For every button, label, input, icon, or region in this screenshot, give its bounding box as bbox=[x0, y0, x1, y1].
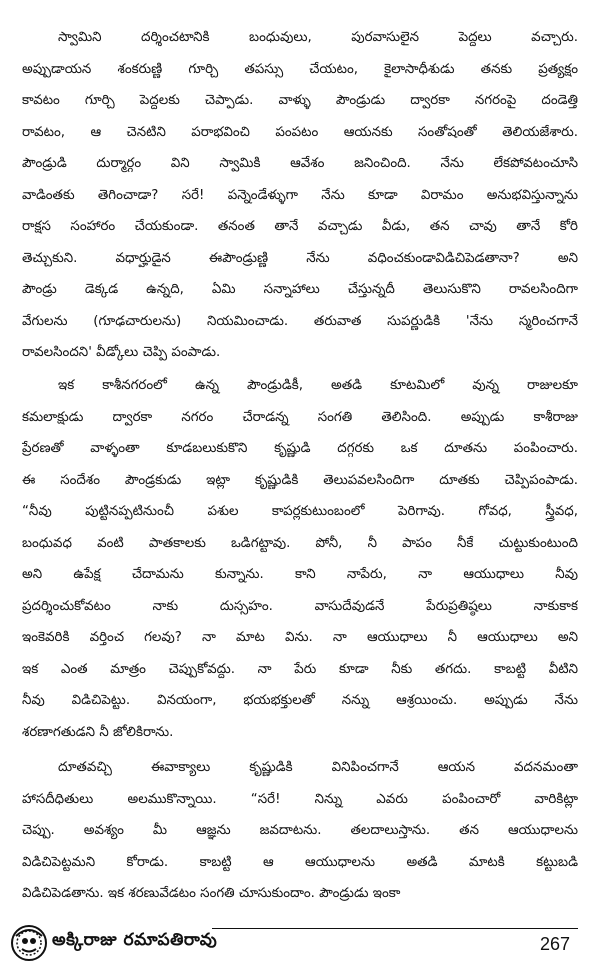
text-line: వేగులను (గూఢచారులను) నియమించాడు. తరువాత సుపర్ణుడికి 'నేను స్మరించగానే bbox=[22, 313, 578, 329]
text-line: అప్పుడాయన శంకరుణ్ణి గూర్చి తపస్సు చేయటం, కైలాసాధీశుడు తనకు ప్రత్యక్షం bbox=[22, 61, 578, 77]
text-line: పౌండ్రు డెక్కడ ఉన్నది, ఏమి సన్నాహాలు చేస్తున్నదీ తెలుసుకొని రావలసిందిగా bbox=[22, 282, 578, 297]
text-line: ప్రదర్శించుకోవటం నాకు దుస్సహం. వాసుదేవుడనే పేరుప్రతిష్ఠలు నాకుకాక bbox=[22, 598, 578, 614]
text-line: రాక్షస సంహారం చేయకుండా. తనంత తానే వచ్చాడు వీడు, తన చావు తానే కోరి bbox=[22, 219, 578, 234]
text-line: ఈ సందేశం పౌండ్రకుడు ఇట్లా కృష్ణుడికి తెలుపవలసిందిగా దూతకు చెప్పిపంపాడు. bbox=[22, 472, 578, 488]
text-line: శరణాగతుడని నీ జోలికిరాను. bbox=[22, 724, 174, 740]
text-line: హాసదీధితులు అలముకొన్నాయి. “సరే! నిన్ను ఎవరు పంపించారో వారికిట్లా bbox=[22, 791, 578, 807]
footer-divider bbox=[212, 928, 578, 929]
text-line: ఇంకెవరికి వర్తించ గలవు? నా మాట విను. నా ఆయుధాలు నీ ఆయుధాలు అని bbox=[22, 630, 578, 645]
page-footer bbox=[0, 912, 600, 970]
text-line: నీవు విడిచిపెట్టు. వినయంగా, భయభక్తులతో నన్ను ఆశ్రయించు. అప్పుడు నేను bbox=[22, 693, 578, 708]
page-number: 267 bbox=[539, 934, 570, 954]
text-line: కమలాక్షుడు ద్వారకా నగరం చేరాడన్న సంగతి తెలిసింది. అప్పుడు కాశీరాజు bbox=[22, 409, 578, 425]
text-line: రావలసిందని' వీడ్కోలు చెప్పి పంపాడు. bbox=[22, 345, 221, 360]
text-line: చెప్పు. అవశ్యం మీ ఆజ్ఞను జవదాటను. తలదాలుస్తాను. తన ఆయుధాలను bbox=[22, 823, 578, 838]
text-line: తెచ్చుకుని. వధార్హుడైన ఈపౌండ్రుణ్ణి నేను వధించకుండావిడిచిపెడతానా? అని bbox=[22, 250, 578, 266]
paragraph-1 bbox=[22, 22, 578, 369]
text-line: రావటం, ఆ చెనటిని పరాభవించి పంపటం ఆయనకు సంతోషంతో తెలియజేశారు. bbox=[22, 124, 578, 140]
text-line: పౌండ్రుడి దుర్మార్గం విని స్వామికి ఆవేశం జనించింది. నేను లేకపోవటంచూసి bbox=[22, 156, 578, 171]
author-emblem-icon bbox=[10, 924, 48, 962]
text-line: “నీవు పుట్టినప్పటినుంచీ పశుల కాపర్లకుటుంబంలో పెరిగావు. గోవధ, స్త్రీవధ, bbox=[22, 504, 578, 519]
text-line: వాడింతకు తెగించాడా? సరే! పన్నెండేళ్ళుగా నేను కూడా విరామం అనుభవిస్తున్నాను bbox=[22, 187, 578, 203]
text-line: స్వామిని దర్శించటానికి బంధువులు, పురవాసులైన పెద్దలు వచ్చారు. bbox=[58, 30, 578, 45]
text-line: ప్రేరణతో వాళ్ళంతా కూడబలుకుకొని కృష్ణుడి దగ్గరకు ఒక దూతను పంపించారు. bbox=[22, 441, 578, 456]
text-line: ఇక ఎంత మాత్రం చెప్పుకోవద్దు. నా పేరు కూడా నీకు తగదు. కాబట్టి వీటిని bbox=[22, 661, 578, 677]
text-line: ఇక కాశీనగరంలో ఉన్న పౌండ్రుడికీ, అతడి కూటమిలో వున్న రాజులకూ bbox=[58, 378, 578, 393]
text-line: అని ఉపేక్ష చేదామను కున్నాను. కాని నాపేరు, నా ఆయుధాలు నీవు bbox=[22, 567, 578, 582]
text-line: విడిచిపెట్టమని కోరాడు. కాబట్టి ఆ ఆయుధాలను అతడి మాటకి కట్టుబడి bbox=[22, 854, 578, 870]
text-line: విడిచిపెడతాను. ఇక శరణువేడటం సంగతి చూసుకుందాం. పౌండ్రుడు ఇంకా bbox=[22, 886, 401, 901]
text-line: బంధువధ వంటి పాతకాలకు ఒడిగట్టావు. పోనీ, నీ పాపం నీకే చుట్టుకుంటుంది bbox=[22, 535, 578, 551]
paragraph-2 bbox=[22, 370, 578, 748]
paragraph-3 bbox=[22, 752, 578, 910]
text-line: కావటం గూర్చి పెద్దలకు చెప్పాడు. వాళ్ళు పౌండ్రుడు ద్వారకా నగరంపై దండెత్తి bbox=[22, 93, 578, 108]
text-line: దూతవచ్చి ఈవాక్యాలు కృష్ణుడికి వినిపించగానే ఆయన వదనమంతా bbox=[58, 760, 578, 775]
footer-author-name: అక్కిరాజు రమాపతిరావు bbox=[52, 930, 218, 950]
